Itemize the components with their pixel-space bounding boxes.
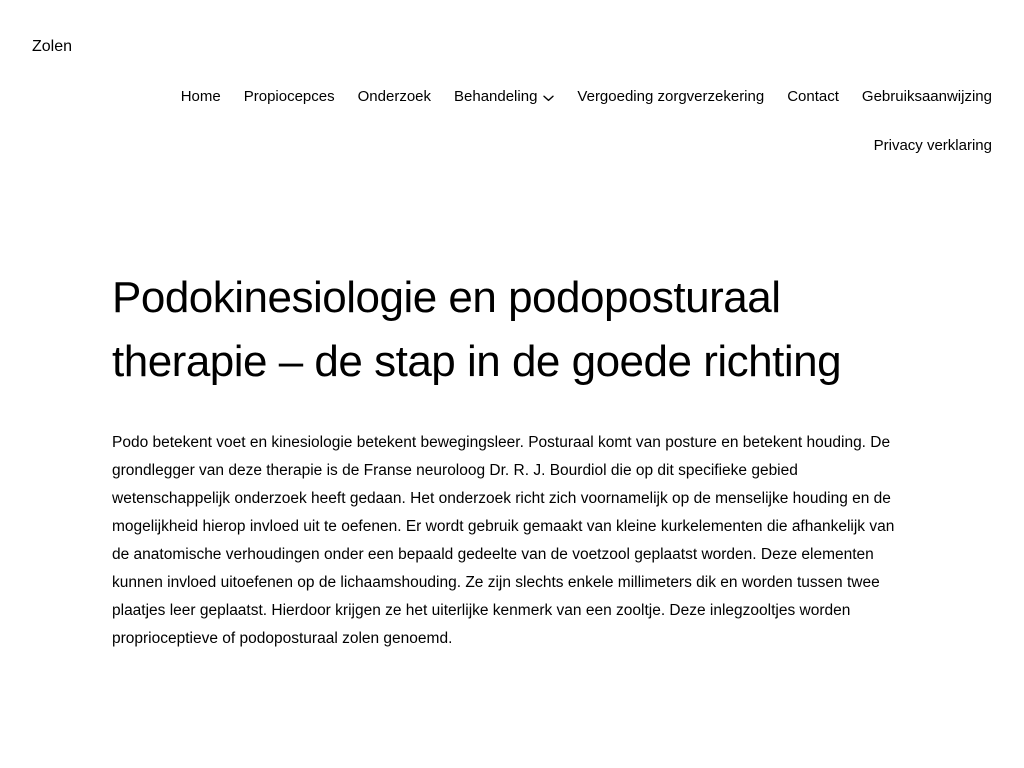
page-title: Podokinesiologie en podoposturaal therapie – de stap in de goede richting bbox=[112, 273, 842, 386]
nav-item-onderzoek[interactable]: Onderzoek bbox=[357, 88, 431, 105]
site-title[interactable]: Zolen bbox=[32, 38, 73, 55]
nav-item-gebruiksaanwijzing[interactable]: Gebruiksaanwijzing bbox=[861, 88, 992, 105]
site-header bbox=[0, 0, 1024, 158]
nav-item-label: Behandeling bbox=[454, 88, 538, 105]
nav-item-propiocepces[interactable]: Propiocepces bbox=[243, 88, 335, 105]
intro-paragraph: Podo betekent voet en kinesiologie betekent bewegingsleer. Posturaal komt van posture en betekent houding. De grondlegger van deze therapie is de Franse neuroloog Dr. R. J. Bourdiol die op dit specifieke gebied wetenschappelijk onderzoek heeft gedaan. Het onderzoek richt zich voornamelijk op de menselijke houding en de mogelijkheid hierop invloed uit te oefenen. Er wordt gebruik gemaakt van kleine kurkelementen die afhankelijk van de anatomische verhoudingen onder een bepaald gedeelte van de voetzool geplaatst worden. Deze elementen kunnen invloed uitoefenen op de lichaamshouding. Ze zijn slechts enkele millimeters dik en worden tussen twee plaatjes leer geplaatst. Hierdoor krijgen ze het uiterlijke kenmerk van een zooltje. Deze inlegzooltjes worden proprioceptieve of podoposturaal zolen genoemd. bbox=[112, 434, 895, 647]
nav-item-privacy-verklaring[interactable]: Privacy verklaring bbox=[873, 137, 992, 154]
nav-item-vergoeding-zorgverzekering[interactable]: Vergoeding zorgverzekering bbox=[577, 88, 765, 105]
nav-item-contact[interactable]: Contact bbox=[787, 88, 839, 105]
main-navigation bbox=[132, 85, 992, 158]
chevron-down-icon bbox=[543, 95, 554, 102]
nav-item-home[interactable]: Home bbox=[180, 88, 221, 105]
main-content bbox=[112, 266, 912, 653]
nav-item-behandeling[interactable] bbox=[454, 85, 554, 109]
